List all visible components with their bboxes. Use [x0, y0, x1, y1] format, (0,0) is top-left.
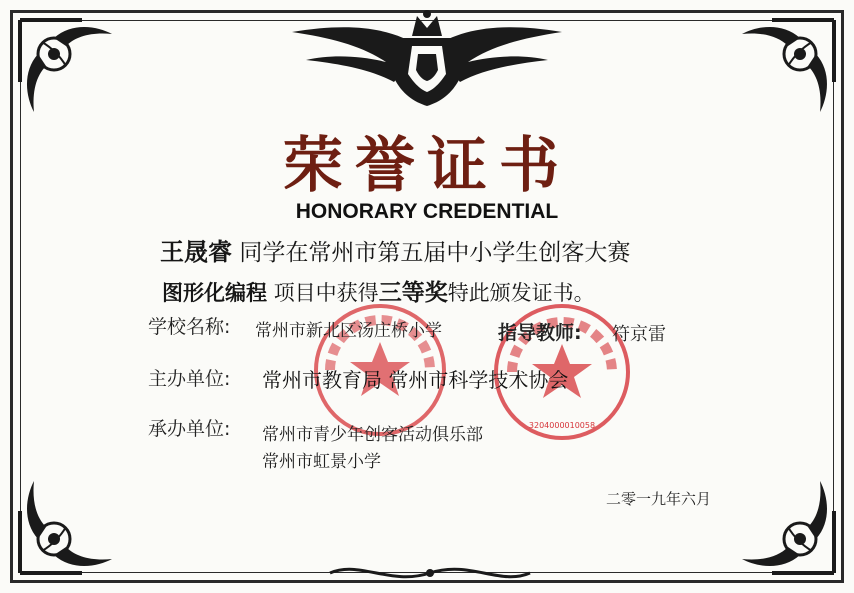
seal-number: 3204000010058 — [528, 421, 596, 430]
organizer-1: 常州市青少年创客活动俱乐部 — [262, 425, 483, 445]
award-text-1: 同学在常州市第五届中小学生创客大赛 — [239, 240, 631, 266]
certificate-subtitle: HONORARY CREDENTIAL — [295, 200, 559, 223]
corner-ornament-top-left — [12, 12, 122, 122]
project-name: 图形化编程 — [162, 281, 267, 305]
organizer-label: 承办单位: — [148, 418, 231, 440]
school-label: 学校名称: — [148, 316, 231, 338]
award-rank: 三等奖 — [378, 280, 448, 306]
host-label: 主办单位: — [148, 368, 231, 390]
award-line-2 — [162, 274, 595, 307]
school-value: 常州市新北区汤庄桥小学 — [255, 321, 442, 341]
teacher-value: 符京雷 — [612, 324, 666, 345]
corner-ornament-top-right — [732, 12, 842, 122]
award-line-1 — [160, 232, 630, 267]
award-text-2b: 特此颁发证书。 — [447, 281, 595, 305]
winged-crest-icon — [282, 8, 572, 108]
recipient-name: 王晟睿 — [160, 238, 232, 266]
host-value: 常州市教育局 常州市科学技术协会 — [262, 368, 569, 392]
corner-ornament-bottom-left — [12, 471, 122, 581]
teacher-label: 指导教师: — [498, 322, 582, 344]
corner-ornament-bottom-right — [732, 471, 842, 581]
certificate-title: 荣誉证书 — [283, 131, 571, 201]
bottom-scroll-ornament — [320, 560, 540, 586]
organizer-2: 常州市虹景小学 — [262, 452, 381, 472]
award-text-2a: 项目中获得 — [273, 281, 379, 305]
issue-date: 二零一九年六月 — [606, 490, 712, 508]
